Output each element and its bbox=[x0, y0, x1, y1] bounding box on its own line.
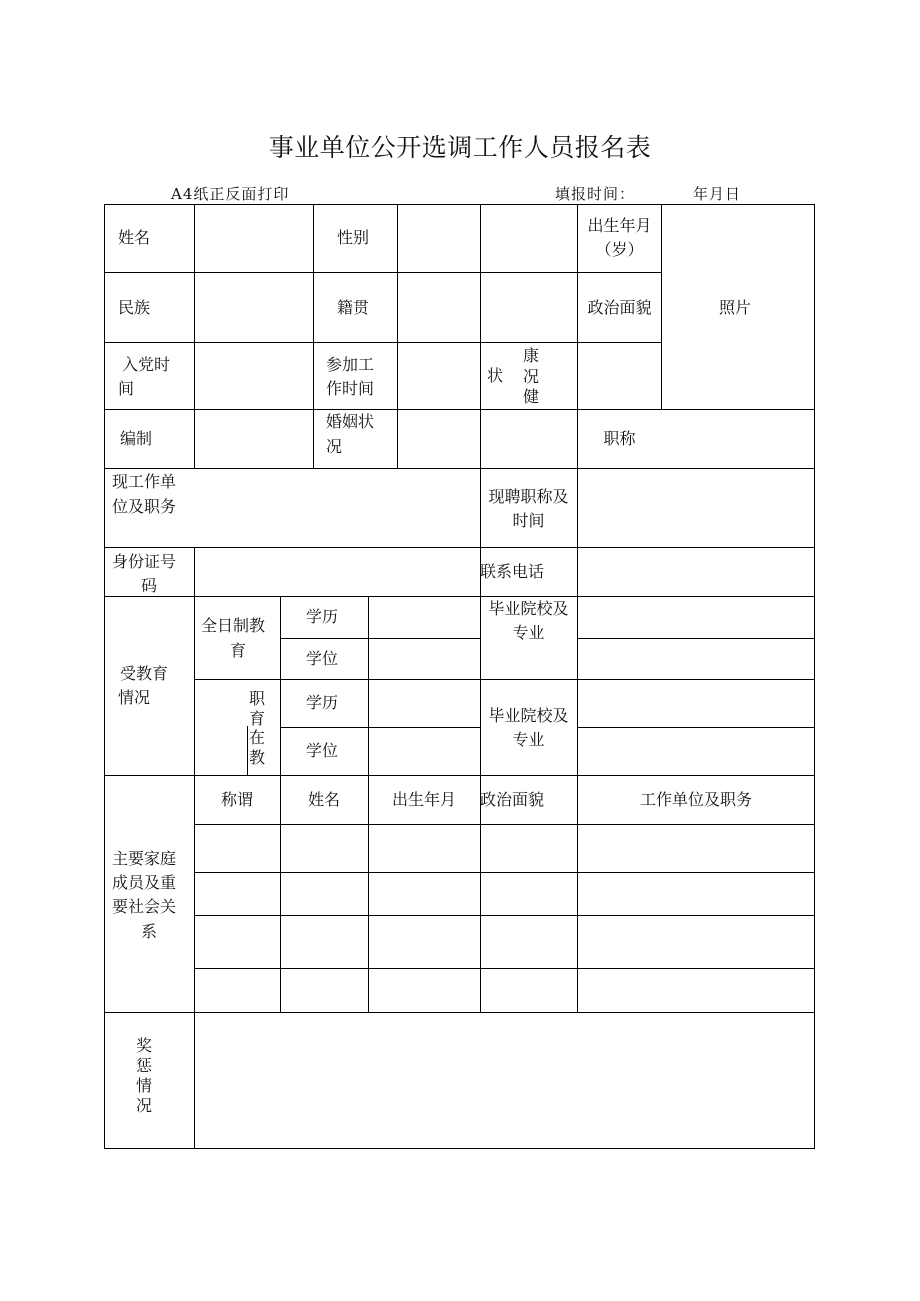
reward-label-2: 惩 bbox=[136, 1056, 153, 1075]
phone-label: 联系电话 bbox=[480, 562, 545, 581]
family-label-2: 成员及重 bbox=[112, 873, 177, 892]
school-major-label-4: 专业 bbox=[512, 730, 545, 749]
table-border-bottom bbox=[104, 1148, 815, 1149]
party-join-label-2: 间 bbox=[118, 379, 135, 398]
current-title-label: 现聘职称及 bbox=[488, 487, 569, 506]
marital-label: 婚姻状 bbox=[326, 412, 375, 431]
family-birth-header: 出生年月 bbox=[391, 790, 456, 809]
gender-label: 性别 bbox=[337, 228, 370, 247]
table-border-left bbox=[104, 204, 105, 1149]
current-title-label-2: 时间 bbox=[512, 511, 545, 530]
col-line bbox=[577, 409, 578, 776]
education-label: 受教育 bbox=[120, 664, 169, 683]
col-line-small bbox=[247, 726, 248, 776]
fulltime-label: 全日制教 bbox=[201, 616, 266, 635]
col-line bbox=[368, 596, 369, 776]
inservice-label-3: 在 bbox=[249, 728, 266, 747]
row-line bbox=[104, 468, 815, 469]
col-line bbox=[313, 204, 314, 469]
inservice-label-2: 育 bbox=[249, 709, 266, 728]
birth-age-label: （岁） bbox=[595, 240, 644, 259]
reward-label-3: 情 bbox=[136, 1076, 153, 1095]
family-work-header: 工作单位及职务 bbox=[639, 790, 752, 809]
education-label-2: 情况 bbox=[118, 688, 151, 707]
row-line bbox=[194, 824, 815, 825]
health-label-2: 况 bbox=[523, 367, 540, 386]
health-label-3: 健 bbox=[523, 387, 540, 406]
table-border-top bbox=[104, 204, 815, 205]
col-line bbox=[280, 596, 281, 776]
marital-label-2: 况 bbox=[326, 437, 343, 456]
ethnicity-label: 民族 bbox=[118, 298, 151, 317]
table-border-right bbox=[814, 204, 815, 1149]
fulltime-label-2: 育 bbox=[230, 641, 247, 660]
family-label-3: 要社会关 bbox=[112, 897, 177, 916]
id-number-label: 身份证号 bbox=[112, 552, 177, 571]
relation-header: 称谓 bbox=[220, 790, 253, 809]
degree-record-label: 学历 bbox=[306, 607, 339, 626]
photo-label: 照片 bbox=[719, 298, 752, 317]
col-line bbox=[194, 547, 195, 597]
family-label: 主要家庭 bbox=[112, 849, 177, 868]
current-unit-label-2: 位及职务 bbox=[112, 497, 177, 516]
reward-label-1: 奖 bbox=[136, 1036, 153, 1055]
form-title: 事业单位公开选调工作人员报名表 bbox=[268, 133, 652, 162]
row-line bbox=[104, 775, 815, 776]
staffing-label: 编制 bbox=[120, 429, 153, 448]
col-line bbox=[397, 204, 398, 469]
title-label: 职称 bbox=[603, 429, 636, 448]
row-line bbox=[194, 968, 815, 969]
school-major-label-3: 毕业院校及 bbox=[488, 706, 569, 725]
birth-label: 出生年月 bbox=[587, 216, 652, 235]
degree-record-label-2: 学历 bbox=[306, 693, 339, 712]
date-label: 年月日 bbox=[693, 185, 742, 203]
row-line bbox=[104, 547, 815, 548]
col-line bbox=[194, 596, 195, 1149]
degree-title-label: 学位 bbox=[306, 649, 339, 668]
family-political-header: 政治面貌 bbox=[480, 790, 545, 809]
row-line bbox=[577, 727, 815, 728]
row-line bbox=[280, 638, 480, 639]
work-start-label: 参加工 bbox=[326, 355, 375, 374]
party-join-label: 入党时 bbox=[122, 355, 171, 374]
political-status-label: 政治面貌 bbox=[587, 298, 652, 317]
reward-label-4: 况 bbox=[136, 1096, 153, 1115]
row-line bbox=[104, 1012, 815, 1013]
inservice-label-4: 教 bbox=[249, 748, 266, 767]
row-line bbox=[280, 727, 480, 728]
name-label: 姓名 bbox=[118, 228, 151, 247]
col-line bbox=[194, 204, 195, 469]
work-start-label-2: 作时间 bbox=[326, 379, 375, 398]
registration-form-table bbox=[104, 204, 815, 1149]
school-major-label-2: 专业 bbox=[512, 623, 545, 642]
row-line bbox=[577, 638, 815, 639]
native-place-label: 籍贯 bbox=[337, 298, 370, 317]
health-label-4: 状 bbox=[487, 366, 504, 385]
school-major-label: 毕业院校及 bbox=[488, 599, 569, 618]
print-note: A4纸正反面打印 bbox=[171, 185, 290, 203]
family-label-4: 系 bbox=[140, 922, 157, 941]
row-line bbox=[104, 596, 815, 597]
id-number-label-2: 码 bbox=[140, 576, 157, 595]
inservice-label-1: 职 bbox=[249, 689, 266, 708]
degree-title-label-2: 学位 bbox=[306, 741, 339, 760]
family-name-header: 姓名 bbox=[307, 790, 340, 809]
row-line bbox=[104, 409, 815, 410]
row-line bbox=[194, 679, 815, 680]
fill-time-label: 填报时间： bbox=[555, 185, 636, 203]
row-line bbox=[194, 872, 815, 873]
current-unit-label: 现工作单 bbox=[112, 472, 177, 491]
row-line bbox=[194, 915, 815, 916]
health-label-1: 康 bbox=[523, 346, 540, 365]
col-line bbox=[661, 204, 662, 410]
